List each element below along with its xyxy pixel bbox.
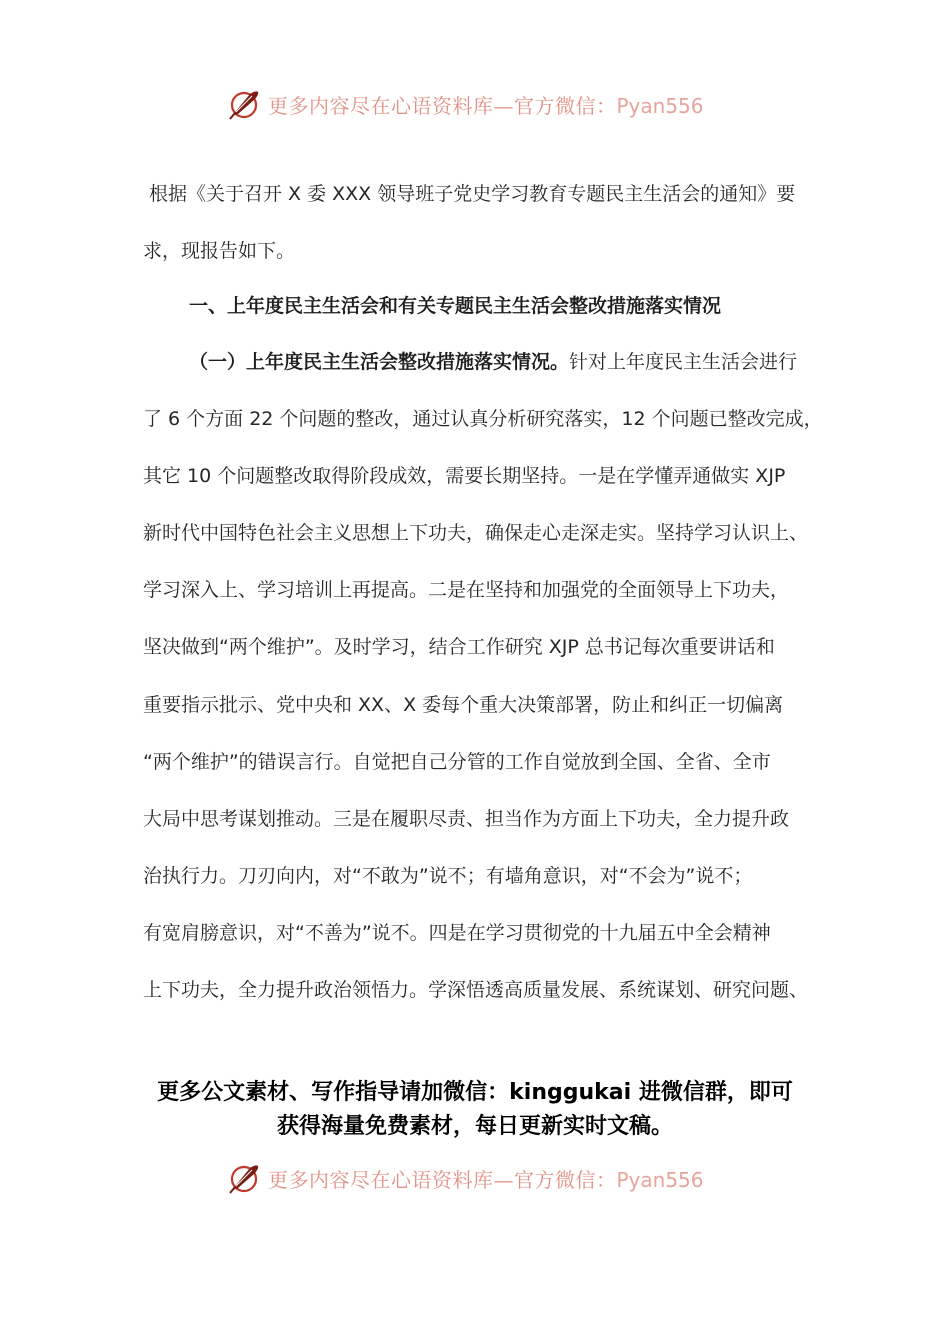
promo-line-1: 更多公文素材、写作指导请加微信：kinggukai 进微信群，即可 <box>157 1080 793 1105</box>
watermark-account: Pyan556 <box>616 93 704 118</box>
intro-line-1: 根据《关于召开 X 委 XXX 领导班子党史学习教育专题民主生活会的通知》要 <box>149 183 796 205</box>
paragraph-line: 有宽肩膀意识，对“不善为”说不。四是在学习贯彻党的十九届五中全会精神 <box>143 922 771 944</box>
footer-watermark <box>226 1158 704 1198</box>
watermark-text: 更多内容尽在心语资料库—官方微信：Pyan556 <box>268 1167 704 1192</box>
paragraph-line: “两个维护”的错误言行。自觉把自己分管的工作自觉放到全国、全省、全市 <box>143 751 771 773</box>
paragraph-line: 治执行力。刀刃向内，对“不敢为”说不；有墙角意识，对“不会为”说不； <box>143 865 753 887</box>
paragraph-line: 上下功夫，全力提升政治领悟力。学深悟透高质量发展、系统谋划、研究问题、 <box>143 979 809 1001</box>
paragraph-line: 学习深入上、学习培训上再提高。二是在坚持和加强党的全面领导上下功夫， <box>143 579 790 601</box>
paragraph-line: 重要指示批示、党中央和 XX、X 委每个重大决策部署，防止和纠正一切偏离 <box>143 694 784 716</box>
paragraph-line: 了 6 个方面 22 个问题的整改，通过认真分析研究落实，12 个问题已整改完成， <box>143 408 823 430</box>
paragraph-line: 坚决做到“两个维护”。及时学习，结合工作研究 XJP 总书记每次重要讲话和 <box>143 636 775 658</box>
quill-pen-icon <box>226 86 262 122</box>
quill-pen-icon <box>226 1160 262 1196</box>
subsection-heading: （一）上年度民主生活会整改措施落实情况。 <box>189 351 570 373</box>
paragraph-line: 大局中思考谋划推动。三是在履职尽责、担当作为方面上下功夫，全力提升政 <box>143 808 790 830</box>
section-heading: 一、上年度民主生活会和有关专题民主生活会整改措施落实情况 <box>189 295 722 317</box>
intro-line-2: 求，现报告如下。 <box>143 240 296 262</box>
subsection-first-line <box>189 348 797 376</box>
header-watermark <box>226 84 704 124</box>
promo-line-2: 获得海量免费素材，每日更新实时文稿。 <box>276 1114 673 1139</box>
subsection-first-line-text: 针对上年度民主生活会进行 <box>569 351 798 373</box>
paragraph-line: 新时代中国特色社会主义思想上下功夫，确保走心走深走实。坚持学习认识上、 <box>143 522 809 544</box>
paragraph-line: 其它 10 个问题整改取得阶段成效，需要长期坚持。一是在学懂弄通做实 XJP <box>143 465 786 487</box>
watermark-text: 更多内容尽在心语资料库—官方微信：Pyan556 <box>268 93 704 118</box>
watermark-account: Pyan556 <box>616 1167 704 1192</box>
